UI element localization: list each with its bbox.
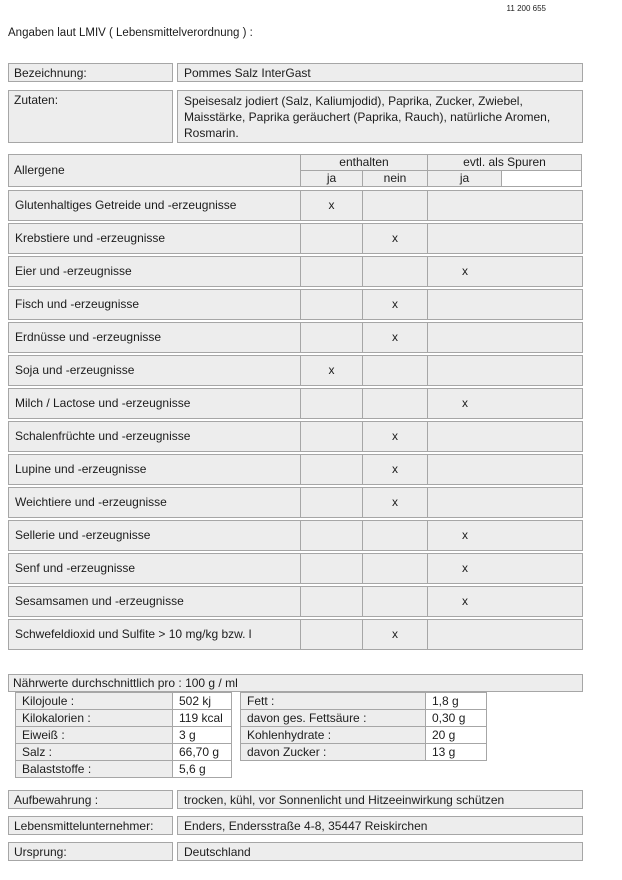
table-row — [8, 322, 583, 353]
allergen-ja-cell — [300, 322, 363, 353]
column-header-nein: nein — [362, 170, 428, 187]
nutrient-label: Fett : — [240, 692, 426, 710]
table-row — [15, 692, 583, 710]
allergen-name: Sesamsamen und -erzeugnisse — [8, 586, 301, 617]
lebensmittelunternehmer-value: Enders, Endersstraße 4-8, 35447 Reiskirchen — [177, 816, 583, 835]
allergen-nein-cell — [362, 388, 428, 419]
nutrient-value: 5,6 g — [172, 760, 232, 778]
nutrient-label: Salz : — [15, 743, 173, 761]
nutrient-label: Kohlenhydrate : — [240, 726, 426, 744]
table-row — [8, 355, 583, 386]
divider — [232, 743, 240, 761]
column-header-blank — [501, 170, 582, 187]
nutrient-value: 13 g — [425, 743, 487, 761]
nutrient-value: 0,30 g — [425, 709, 487, 727]
allergen-spuren-mark: x — [462, 561, 468, 575]
allergen-spuren-mark: x — [462, 594, 468, 608]
table-row — [15, 760, 583, 778]
table-row — [15, 743, 583, 761]
allergen-nein-cell: x — [362, 223, 428, 254]
allergen-name: Soja und -erzeugnisse — [8, 355, 301, 386]
allergen-header-groups — [300, 154, 582, 171]
allergen-spuren-cell — [427, 520, 583, 551]
allergen-ja-cell — [300, 223, 363, 254]
allergen-nein-cell: x — [362, 454, 428, 485]
allergen-ja-cell — [300, 586, 363, 617]
divider — [232, 709, 240, 727]
allergen-ja-cell — [300, 454, 363, 485]
table-row — [8, 586, 583, 617]
nutrition-rows — [15, 692, 583, 778]
bezeichnung-row — [8, 63, 583, 82]
nutrient-label: Kilokalorien : — [15, 709, 173, 727]
ursprung-row — [8, 842, 583, 861]
allergen-nein-cell: x — [362, 421, 428, 452]
table-row — [15, 709, 583, 727]
column-header-ja: ja — [300, 170, 363, 187]
allergen-spuren-cell — [427, 454, 583, 485]
ursprung-label: Ursprung: — [8, 842, 173, 861]
nutrition-table — [8, 674, 583, 778]
table-row — [8, 421, 583, 452]
table-row — [8, 256, 583, 287]
allergen-name: Erdnüsse und -erzeugnisse — [8, 322, 301, 353]
allergen-ja-cell: x — [300, 190, 363, 221]
allergen-ja-cell — [300, 388, 363, 419]
bezeichnung-value: Pommes Salz InterGast — [177, 63, 583, 82]
divider — [232, 692, 240, 710]
table-row — [8, 454, 583, 485]
allergen-name: Krebstiere und -erzeugnisse — [8, 223, 301, 254]
allergen-ja-cell — [300, 520, 363, 551]
allergen-spuren-cell — [427, 190, 583, 221]
table-row — [8, 487, 583, 518]
table-row — [8, 190, 583, 221]
allergen-spuren-cell — [427, 388, 583, 419]
allergen-ja-cell: x — [300, 355, 363, 386]
allergen-name: Schalenfrüchte und -erzeugnisse — [8, 421, 301, 452]
page-title: Angaben laut LMIV ( Lebensmittelverordnung ) : — [8, 27, 253, 39]
nutrient-label: Kilojoule : — [15, 692, 173, 710]
nutrient-value: 119 kcal — [172, 709, 232, 727]
ursprung-value: Deutschland — [177, 842, 583, 861]
allergen-name: Fisch und -erzeugnisse — [8, 289, 301, 320]
allergen-name: Glutenhaltiges Getreide und -erzeugnisse — [8, 190, 301, 221]
allergen-name: Sellerie und -erzeugnisse — [8, 520, 301, 551]
nutrient-label: davon ges. Fettsäure : — [240, 709, 426, 727]
table-row — [8, 619, 583, 650]
nutrient-value: 1,8 g — [425, 692, 487, 710]
allergen-header-subcolumns — [300, 170, 582, 187]
allergen-ja-cell — [300, 487, 363, 518]
allergen-table — [8, 154, 583, 652]
allergen-spuren-cell — [427, 256, 583, 287]
allergen-name: Eier und -erzeugnisse — [8, 256, 301, 287]
allergen-nein-cell — [362, 190, 428, 221]
allergen-spuren-cell — [427, 553, 583, 584]
table-row — [8, 553, 583, 584]
zutaten-value: Speisesalz jodiert (Salz, Kaliumjodid), Paprika, Zucker, Zwiebel, Maisstärke, Paprika geräuchert (Paprika, Rauch), natürliche Aromen, Rosmarin. — [177, 90, 583, 143]
allergen-spuren-cell — [427, 322, 583, 353]
allergen-nein-cell: x — [362, 619, 428, 650]
bezeichnung-label: Bezeichnung: — [8, 63, 173, 82]
table-row — [8, 388, 583, 419]
allergen-nein-cell — [362, 520, 428, 551]
allergen-nein-cell — [362, 553, 428, 584]
allergen-nein-cell: x — [362, 289, 428, 320]
aufbewahrung-label: Aufbewahrung : — [8, 790, 173, 809]
nutrient-value: 3 g — [172, 726, 232, 744]
allergen-ja-cell — [300, 289, 363, 320]
zutaten-row — [8, 90, 583, 143]
allergen-ja-cell — [300, 256, 363, 287]
column-header-spuren-ja: ja — [427, 170, 502, 187]
nutrient-value: 20 g — [425, 726, 487, 744]
column-header-enthalten: enthalten — [300, 154, 428, 171]
allergen-nein-cell: x — [362, 322, 428, 353]
nutrient-label: davon Zucker : — [240, 743, 426, 761]
allergen-nein-cell — [362, 256, 428, 287]
allergen-nein-cell — [362, 586, 428, 617]
allergen-nein-cell — [362, 355, 428, 386]
allergen-spuren-cell — [427, 355, 583, 386]
allergen-spuren-cell — [427, 619, 583, 650]
allergen-spuren-cell — [427, 223, 583, 254]
allergen-spuren-mark: x — [462, 396, 468, 410]
allergen-name: Schwefeldioxid und Sulfite > 10 mg/kg bzw. l — [8, 619, 301, 650]
nutrient-label: Balaststoffe : — [15, 760, 173, 778]
table-row — [8, 289, 583, 320]
allergen-name: Milch / Lactose und -erzeugnisse — [8, 388, 301, 419]
allergen-name: Lupine und -erzeugnisse — [8, 454, 301, 485]
document-number: 11 200 655 — [506, 4, 546, 13]
allergen-spuren-cell — [427, 289, 583, 320]
column-header-spuren: evtl. als Spuren — [427, 154, 582, 171]
nutrient-value: 66,70 g — [172, 743, 232, 761]
allergen-spuren-cell — [427, 421, 583, 452]
aufbewahrung-value: trocken, kühl, vor Sonnenlicht und Hitzeeinwirkung schützen — [177, 790, 583, 809]
divider — [232, 726, 240, 744]
allergen-spuren-cell — [427, 586, 583, 617]
table-row — [8, 223, 583, 254]
nutrition-header: Nährwerte durchschnittlich pro : 100 g / ml — [8, 674, 583, 692]
table-row — [8, 520, 583, 551]
allergen-ja-cell — [300, 421, 363, 452]
zutaten-label: Zutaten: — [8, 90, 173, 143]
nutrient-label: Eiweiß : — [15, 726, 173, 744]
nutrient-value: 502 kj — [172, 692, 232, 710]
allergen-rows — [8, 190, 583, 650]
allergen-spuren-mark: x — [462, 528, 468, 542]
allergen-nein-cell: x — [362, 487, 428, 518]
allergen-name: Senf und -erzeugnisse — [8, 553, 301, 584]
allergen-spuren-mark: x — [462, 264, 468, 278]
allergen-spuren-cell — [427, 487, 583, 518]
allergen-ja-cell — [300, 619, 363, 650]
lebensmittelunternehmer-row — [8, 816, 583, 835]
allergen-header-title: Allergene — [8, 154, 301, 187]
allergen-name: Weichtiere und -erzeugnisse — [8, 487, 301, 518]
allergen-header-columns — [300, 154, 582, 187]
lebensmittelunternehmer-label: Lebensmittelunternehmer: — [8, 816, 173, 835]
allergen-table-header — [8, 154, 583, 187]
table-row — [15, 726, 583, 744]
aufbewahrung-row — [8, 790, 583, 809]
allergen-ja-cell — [300, 553, 363, 584]
